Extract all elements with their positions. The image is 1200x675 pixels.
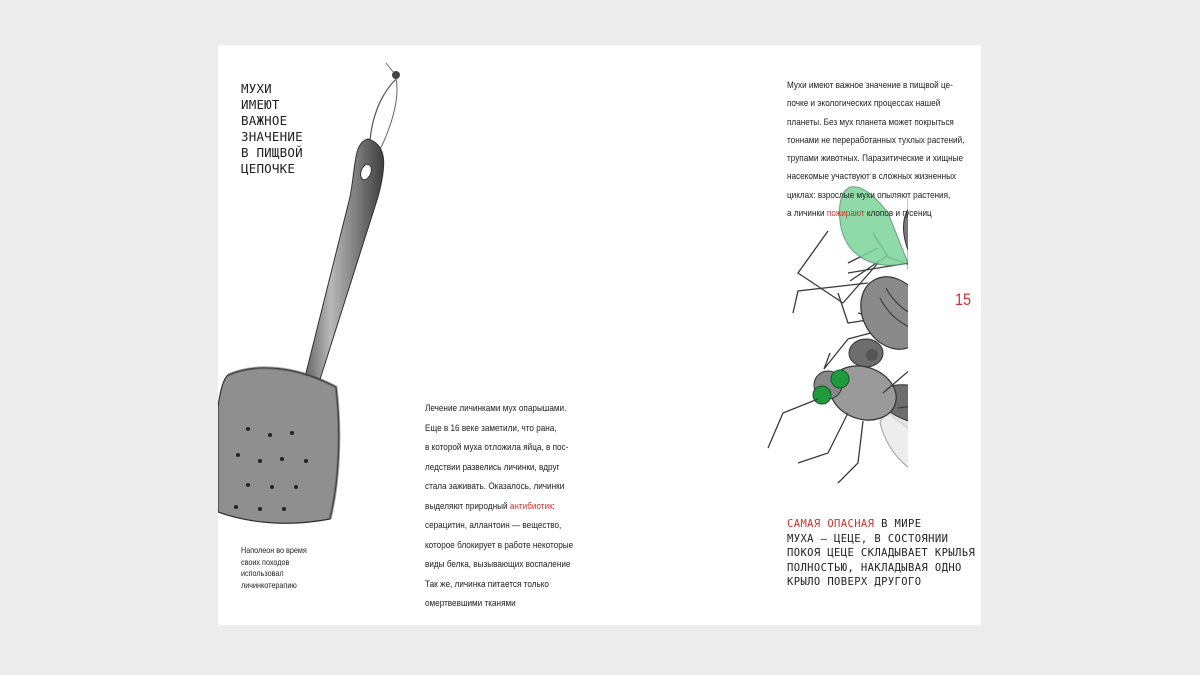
body-line: в которой муха отложила яйца, в пос- [425,442,569,453]
fact-line: КРЫЛО ПОВЕРХ ДРУГОГО [787,576,922,588]
caption-napoleon: Наполеон во время своих походов использовал личинкотерапию [241,545,307,590]
highlight-most-dangerous: САМАЯ ОПАСНАЯ [787,518,875,530]
body-line [425,497,573,517]
highlight-devour: пожирают [826,208,865,220]
body-line: насекомые участвуют в сложных жизненных [787,171,957,183]
body-text-span: выделяют природный [425,500,510,512]
tsetse-fact [787,517,975,590]
body-line: омертвевшими тканями [425,598,516,609]
body-line: планеты. Без мух планета может покрыться [787,116,954,128]
body-line: Еще в 16 веке заметили, что рана, [425,422,557,434]
body-line: трупами животных. Паразитические и хищные [787,153,964,165]
fact-text-span: В МИРЕ [874,518,922,530]
body-text-span: а личинки [787,208,827,220]
body-text-span: клопов и гусениц [864,208,932,220]
fact-line [787,517,975,532]
page-title: МУХИ ИМЕЮТ ВАЖНОЕ ЗНАЧЕНИЕ В ПИЩВОЙ ЦЕПОЧКЕ [241,81,303,176]
body-line: которое блокирует в работе некоторые [425,539,574,551]
body-line [787,205,964,223]
body-line: серацитин, аллантоин — вещество, [425,520,562,531]
page-number: 15 [955,290,972,309]
body-line: Так же, личинка питается только [425,578,549,590]
fact-line: МУХА — ЦЕЦЕ, В СОСТОЯНИИ [787,532,949,545]
body-line: виды белка, вызывающих воспаление [425,559,571,570]
body-line: стала заживать. Оказалось, личинки [425,481,565,492]
body-text-ecology [787,77,964,223]
body-line: почке и экологических процессах нашей [787,98,941,110]
body-line: Мухи имеют важное значение в пищвой це- [787,80,953,91]
highlight-antibiotic: антибиотик [509,500,553,512]
fact-line: ПОЛНОСТЬЮ, НАКЛАДЫВАЯ ОДНО [787,561,962,574]
body-line: Лечение личинками мух опарышами. [425,403,567,414]
fact-line: ПОКОЯ ЦЕЦЕ СКЛАДЫВАЕТ КРЫЛЬЯ [787,547,976,559]
book-spread [218,45,981,625]
body-text-span: : [552,500,555,512]
body-line: тоннами не переработанных тухлых растений, [787,134,965,146]
body-text-larvae [425,399,573,614]
body-line: циклах: взрослые мухи опыляют растения, [787,189,951,201]
body-line: ледствии развелись личинки, вдруг [425,461,560,473]
